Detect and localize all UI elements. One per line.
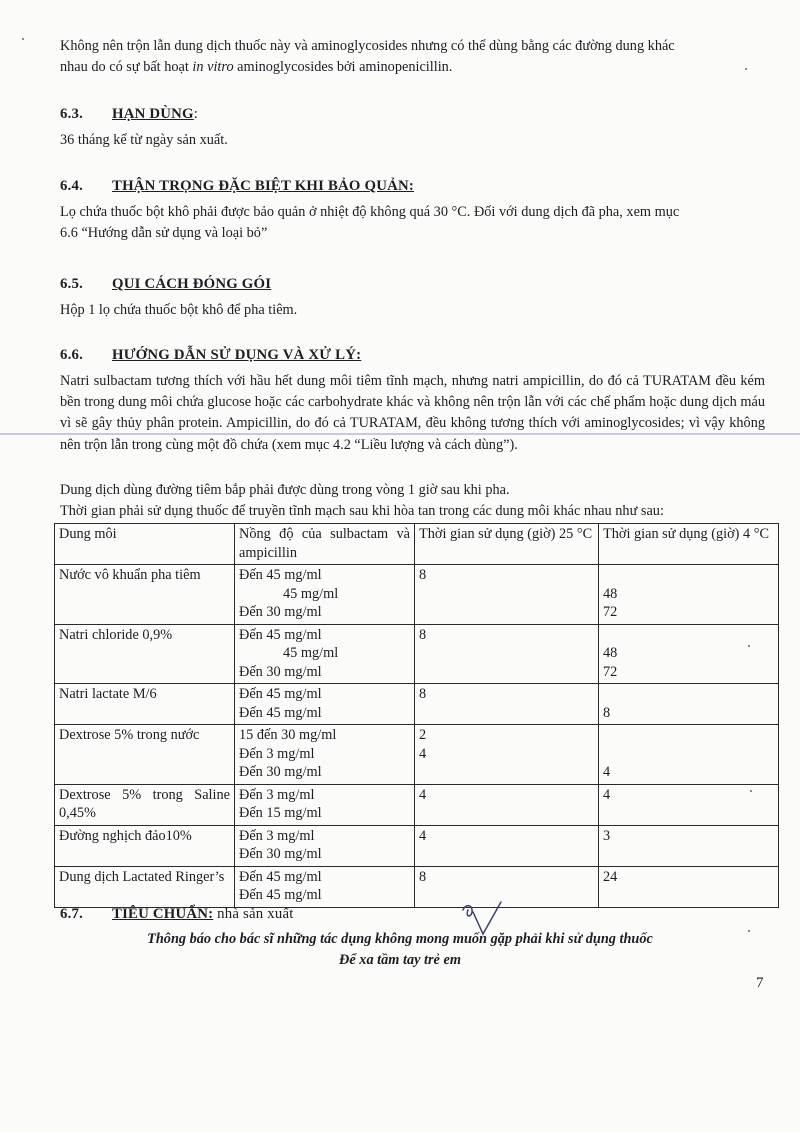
time-4c-cell [599, 866, 779, 907]
section-title: HƯỚNG DẪN SỬ DỤNG VÀ XỬ LÝ: [112, 347, 362, 363]
time-value: 4 [419, 745, 427, 762]
time-value: 4 [419, 827, 427, 844]
concentration-value: Đến 3 mg/ml [239, 786, 315, 803]
section-6-4-body [60, 202, 765, 244]
section-title: QUI CÁCH ĐÓNG GÓI [112, 276, 272, 292]
concentration-value: Đến 30 mg/ml [239, 846, 322, 862]
warning-note-1: Thông báo cho bác sĩ những tác dụng không mong muốn gặp phải khi sử dụng thuốc [147, 931, 653, 947]
concentration-value: Đến 45 mg/ml [239, 704, 322, 721]
concentration-value: 15 đến 30 mg/ml [239, 727, 337, 743]
table-row [55, 825, 779, 866]
table-row [55, 624, 779, 684]
section-number: 6.5. [60, 276, 83, 292]
time-25c-cell [415, 825, 599, 866]
intro-paragraph [60, 36, 765, 78]
time-value: 72 [603, 663, 618, 680]
section-6-7-heading [60, 906, 294, 923]
section-title: TIÊU CHUẨN: [112, 906, 214, 922]
time-value: 2 [419, 727, 427, 743]
concentration-value: Đến 30 mg/ml [239, 604, 322, 620]
solvent-cell: Dextrose 5% trong nước [55, 725, 235, 785]
solvent-cell: Dextrose 5% trong Saline 0,45% [55, 784, 235, 825]
time-4c-cell [599, 624, 779, 684]
section-colon: : [193, 106, 199, 122]
time-value: 8 [419, 686, 427, 702]
section-6-5-heading [60, 276, 271, 293]
time-4c-cell [599, 784, 779, 825]
time-value: 4 [603, 786, 611, 803]
time-value [419, 845, 594, 864]
intro-text-end: aminoglycosides bởi aminopenicillin. [233, 59, 453, 75]
stability-table [54, 523, 779, 908]
time-value [603, 685, 774, 704]
header-time-4c: Thời gian sử dụng (giờ) 4 °C [599, 524, 779, 565]
section-6-4-line-2: 6.6 “Hướng dẫn sử dụng và loại bỏ” [60, 225, 268, 241]
table-row [55, 866, 779, 907]
solvent-cell: Nước vô khuẩn pha tiêm [55, 565, 235, 625]
concentration-cell [235, 565, 415, 625]
section-6-4-heading [60, 178, 414, 195]
solvent-cell: Đường nghịch đảo10% [55, 825, 235, 866]
time-4c-cell [599, 565, 779, 625]
table-row [55, 684, 779, 725]
time-value [419, 644, 594, 663]
time-4c-cell [599, 725, 779, 785]
concentration-value: Đến 3 mg/ml [239, 745, 315, 762]
concentration-cell [235, 784, 415, 825]
concentration-value: Đến 45 mg/ml [239, 626, 322, 643]
time-4c-cell [599, 684, 779, 725]
concentration-cell [235, 725, 415, 785]
table-row [55, 565, 779, 625]
warning-note-2: Để xa tầm tay trẻ em [339, 952, 461, 968]
table-row [55, 784, 779, 825]
concentration-cell [235, 624, 415, 684]
time-value [419, 585, 594, 604]
time-value: 3 [603, 827, 611, 844]
concentration-cell [235, 825, 415, 866]
time-value: 4 [603, 764, 611, 780]
time-25c-cell [415, 624, 599, 684]
section-number: 6.7. [60, 906, 83, 922]
scan-speck [22, 38, 24, 40]
concentration-value: Đến 30 mg/ml [239, 663, 322, 680]
time-value [419, 603, 594, 622]
time-value: 24 [603, 868, 618, 885]
time-25c-cell [415, 725, 599, 785]
header-time-25c: Thời gian sử dụng (giờ) 25 °C [415, 524, 599, 565]
time-25c-cell [415, 784, 599, 825]
time-value: 8 [419, 626, 427, 643]
section-6-6-paragraph-3: Thời gian phải sử dụng thuốc để truyền tĩnh mạch sau khi hòa tan trong các dung môi khác nhau như sau: [60, 503, 664, 519]
section-6-6-paragraph-1: Natri sulbactam tương thích với hầu hết dung môi tiêm tĩnh mạch, nhưng natri ampicillin, do đó cả TURATAM đều kém bền trong dung môi chứa glucose hoặc các carbohydrate khác và không nên trộn lẫn với các chế phẩm hoặc dung dịch máu vì sẽ gây thủy phân protein. Ampicillin, do đó cả TURATAM, đều không tương thích với aminoglycosides; vì vậy không nên trộn lẫn trong cùng một đồ chứa (xem mục 4.2 “Liều lượng và cách dùng”). [60, 373, 765, 453]
time-value [603, 845, 774, 864]
time-value: 72 [603, 604, 618, 620]
intro-line-2 [60, 57, 765, 78]
time-value: 4 [419, 786, 427, 803]
time-value [419, 763, 594, 782]
concentration-cell [235, 684, 415, 725]
intro-italic-text: in vitro [192, 59, 234, 75]
time-value: 8 [419, 567, 427, 583]
section-6-7-body: nhà sản xuất [217, 906, 294, 922]
section-6-4-line-1: Lọ chứa thuốc bột khô phải được bảo quản ở nhiệt độ không quá 30 °C. Đối với dung dịch đã pha, xem mục [60, 204, 680, 220]
intro-line-1: Không nên trộn lẫn dung dịch thuốc này và aminoglycosides nhưng có thể dùng bằng các đường dung khác [60, 38, 675, 54]
intro-text: nhau do có sự bất hoạt [60, 59, 193, 75]
time-value [419, 704, 594, 723]
page-number: 7 [756, 975, 764, 991]
time-4c-cell [599, 825, 779, 866]
solvent-cell: Natri chloride 0,9% [55, 624, 235, 684]
time-value: 48 [603, 645, 618, 661]
time-value [419, 804, 594, 823]
table-row [55, 725, 779, 785]
concentration-value: Đến 45 mg/ml [239, 887, 322, 903]
time-25c-cell [415, 684, 599, 725]
concentration-value: Đến 45 mg/ml [239, 567, 322, 583]
solvent-cell: Dung dịch Lactated Ringer’s [55, 866, 235, 907]
section-title: HẠN DÙNG [112, 106, 194, 122]
time-value: 8 [603, 704, 611, 721]
concentration-value: 45 mg/ml [283, 645, 339, 661]
section-6-6-paragraph-2: Dung dịch dùng đường tiêm bắp phải được dùng trong vòng 1 giờ sau khi pha. [60, 482, 510, 498]
section-number: 6.4. [60, 178, 83, 194]
header-solvent: Dung môi [55, 524, 235, 565]
concentration-value: Đến 3 mg/ml [239, 827, 315, 844]
time-value [603, 804, 774, 823]
section-6-3-heading [60, 106, 198, 123]
time-value [603, 566, 774, 585]
section-number: 6.3. [60, 106, 83, 122]
time-25c-cell [415, 565, 599, 625]
section-6-3-body: 36 tháng kể từ ngày sản xuất. [60, 132, 228, 148]
time-value [419, 663, 594, 682]
concentration-value: Đến 15 mg/ml [239, 805, 322, 821]
section-title: THẬN TRỌNG ĐẶC BIỆT KHI BẢO QUẢN: [112, 178, 415, 194]
time-value [603, 626, 774, 645]
time-value [603, 886, 774, 905]
section-number: 6.6. [60, 347, 83, 363]
section-6-5-body: Hộp 1 lọ chứa thuốc bột khô để pha tiêm. [60, 302, 298, 318]
time-value [603, 745, 774, 764]
time-value: 48 [603, 585, 618, 602]
concentration-cell [235, 866, 415, 907]
concentration-value: 45 mg/ml [283, 585, 339, 602]
table-header-row [55, 524, 779, 565]
solvent-cell: Natri lactate M/6 [55, 684, 235, 725]
concentration-value: Đến 30 mg/ml [239, 764, 322, 780]
time-value: 8 [419, 868, 427, 885]
header-concentration: Nồng độ của sulbactam và ampicillin [235, 524, 415, 565]
concentration-value: Đến 45 mg/ml [239, 686, 322, 702]
time-value [603, 726, 774, 745]
table-body [55, 565, 779, 908]
section-6-6-heading [60, 347, 361, 364]
concentration-value: Đến 45 mg/ml [239, 868, 322, 885]
